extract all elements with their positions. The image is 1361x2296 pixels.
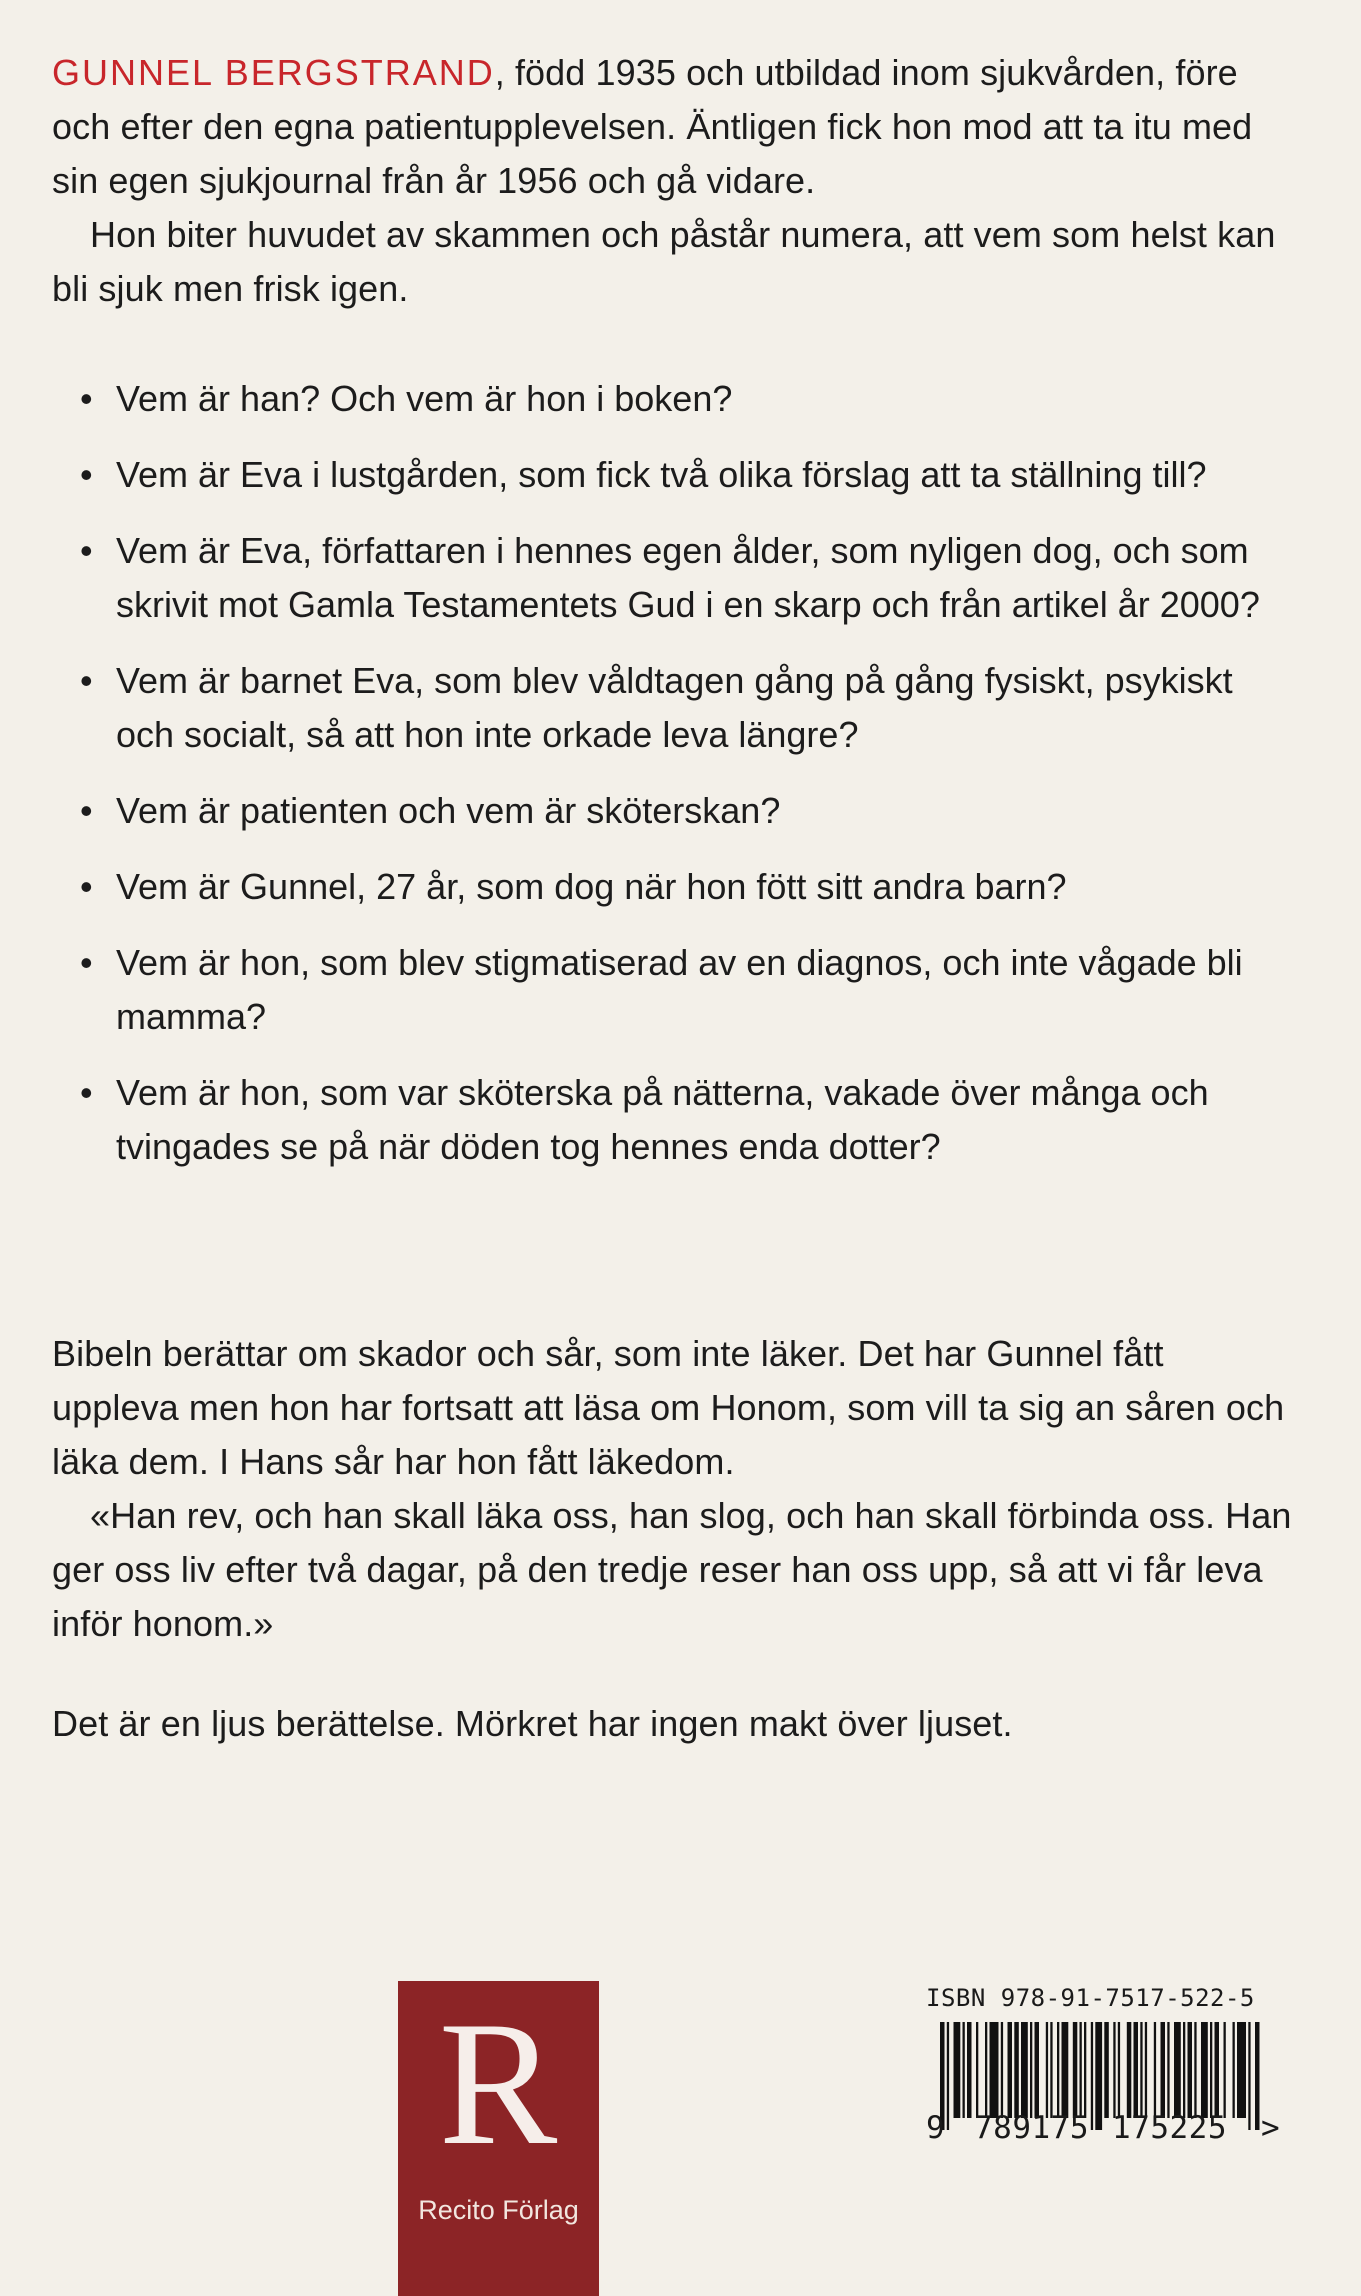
- barcode-digits-right: 175225: [1112, 2110, 1227, 2146]
- list-item: [80, 524, 1260, 632]
- closing-line: Det är en ljus berättelse. Mörkret har ingen makt över ljuset.: [52, 1703, 1013, 1744]
- bible-text: Bibeln berättar om skador och sår, som inte läker. Det har Gunnel fått uppleva men hon har fortsatt att läsa om Honom, som vill ta sig an såren och läka dem. I Hans sår har hon fått läkedom.: [52, 1333, 1285, 1482]
- barcode-bar: [1021, 2022, 1028, 2118]
- barcode-bar: [1237, 2022, 1246, 2118]
- publisher-name: Recito Förlag: [418, 2195, 579, 2225]
- barcode-arrow: >: [1261, 2110, 1280, 2146]
- bible-quote: «Han rev, och han skall läka oss, han slog, och han skall förbinda oss. Han ger oss liv efter två dagar, på den tredje reser han oss upp, så att vi får leva inför honom.»: [52, 1495, 1292, 1644]
- barcode-bar: [1154, 2022, 1156, 2118]
- bullet-icon: •: [80, 1072, 93, 1113]
- barcode-bar: [976, 2022, 978, 2118]
- logo-letter: R: [438, 1984, 558, 2181]
- barcode-bar: [1201, 2022, 1208, 2118]
- barcode-bar: [1134, 2022, 1139, 2118]
- barcode-bar: [1183, 2022, 1185, 2118]
- barcode-bar: [1050, 2022, 1052, 2118]
- barcode-bar: [967, 2022, 972, 2118]
- bible-paragraph: [52, 1327, 1292, 1651]
- author-name: GUNNEL BERGSTRAND: [52, 52, 495, 93]
- barcode-bar: [1080, 2022, 1082, 2118]
- publisher-logo-mark: [398, 1981, 599, 2181]
- list-item-text: Vem är barnet Eva, som blev våldtagen gång på gång fysiskt, psykiskt och socialt, så att hon inte orkade leva längre?: [116, 660, 1233, 755]
- barcode-bar: [1140, 2022, 1142, 2118]
- barcode-bar: [963, 2022, 965, 2118]
- list-item-text: Vem är han? Och vem är hon i boken?: [116, 378, 733, 419]
- bullet-icon: •: [80, 660, 93, 701]
- list-item: [80, 784, 1260, 838]
- barcode-bar: [1001, 2022, 1003, 2118]
- barcode-digits: [926, 2110, 1280, 2150]
- list-item: [80, 654, 1260, 762]
- barcode-bar: [1008, 2022, 1013, 2118]
- barcode-bar: [1161, 2022, 1166, 2118]
- author-bio: , född 1935 och utbildad inom sjukvården, före och efter den egna patientupplevelsen. Äntligen fick hon mod att ta itu med sin egen sjukjournal från år 1956 och gå vidare.: [52, 52, 1253, 201]
- barcode-bar: [954, 2022, 961, 2118]
- barcode-bar: [1057, 2022, 1059, 2118]
- barcode-bar: [1210, 2022, 1212, 2118]
- list-item-text: Vem är hon, som blev stigmatiserad av en diagnos, och inte vågade bli mamma?: [116, 942, 1243, 1037]
- bullet-icon: •: [80, 942, 93, 983]
- publisher-logo: [398, 1981, 599, 2296]
- barcode-bar: [1035, 2022, 1040, 2118]
- list-item: [80, 448, 1260, 502]
- barcode-bar: [1062, 2022, 1069, 2118]
- list-item: [80, 1066, 1260, 1174]
- barcode-bar: [1188, 2022, 1193, 2118]
- bullet-icon: •: [80, 454, 93, 495]
- barcode-bar: [1215, 2022, 1220, 2118]
- barcode-bar: [990, 2022, 999, 2118]
- list-item-text: Vem är Gunnel, 27 år, som dog när hon fött sitt andra barn?: [116, 866, 1067, 907]
- bullet-icon: •: [80, 530, 93, 571]
- barcode-bar: [1073, 2022, 1078, 2118]
- bullet-icon: •: [80, 790, 93, 831]
- list-item: [80, 936, 1260, 1044]
- barcode-bar: [1104, 2022, 1109, 2118]
- barcode-bar: [1014, 2022, 1019, 2118]
- list-item-text: Vem är patienten och vem är sköterskan?: [116, 790, 781, 831]
- barcode-bar: [1127, 2022, 1132, 2118]
- barcode-bar: [1030, 2022, 1032, 2118]
- bullet-icon: •: [80, 378, 93, 419]
- barcode: [926, 1984, 1280, 2146]
- barcode-bar: [1194, 2022, 1196, 2118]
- barcode-bar: [1118, 2022, 1120, 2118]
- list-item-text: Vem är Eva, författaren i hennes egen ålder, som nyligen dog, och som skrivit mot Gamla Testamentets Gud i en skarp och från artikel år 2000?: [116, 530, 1260, 625]
- author-statement: Hon biter huvudet av skammen och påstår numera, att vem som helst kan bli sjuk men frisk igen.: [52, 214, 1276, 309]
- barcode-bar: [1113, 2022, 1115, 2118]
- barcode-bar: [1145, 2022, 1147, 2118]
- barcode-bar: [1046, 2022, 1048, 2118]
- author-intro: [52, 46, 1292, 316]
- barcode-bar: [1233, 2022, 1235, 2118]
- barcode-bar: [1084, 2022, 1086, 2118]
- list-item: [80, 860, 1260, 914]
- barcode-bar: [1167, 2022, 1169, 2118]
- barcode-bar: [1224, 2022, 1226, 2118]
- list-item: [80, 372, 1260, 426]
- bullet-icon: •: [80, 866, 93, 907]
- barcode-bar: [985, 2022, 987, 2118]
- barcode-digits-left: 789175: [974, 2110, 1089, 2146]
- question-list: [80, 372, 1260, 1196]
- list-item-text: Vem är hon, som var sköterska på nätterna, vakade över många och tvingades se på när döden tog hennes enda dotter?: [116, 1072, 1209, 1167]
- isbn-number: ISBN 978-91-7517-522-5: [926, 1984, 1255, 2012]
- barcode-bar: [1174, 2022, 1181, 2118]
- list-item-text: Vem är Eva i lustgården, som fick två olika förslag att ta ställning till?: [116, 454, 1207, 495]
- barcode-digit-first: 9: [926, 2110, 945, 2146]
